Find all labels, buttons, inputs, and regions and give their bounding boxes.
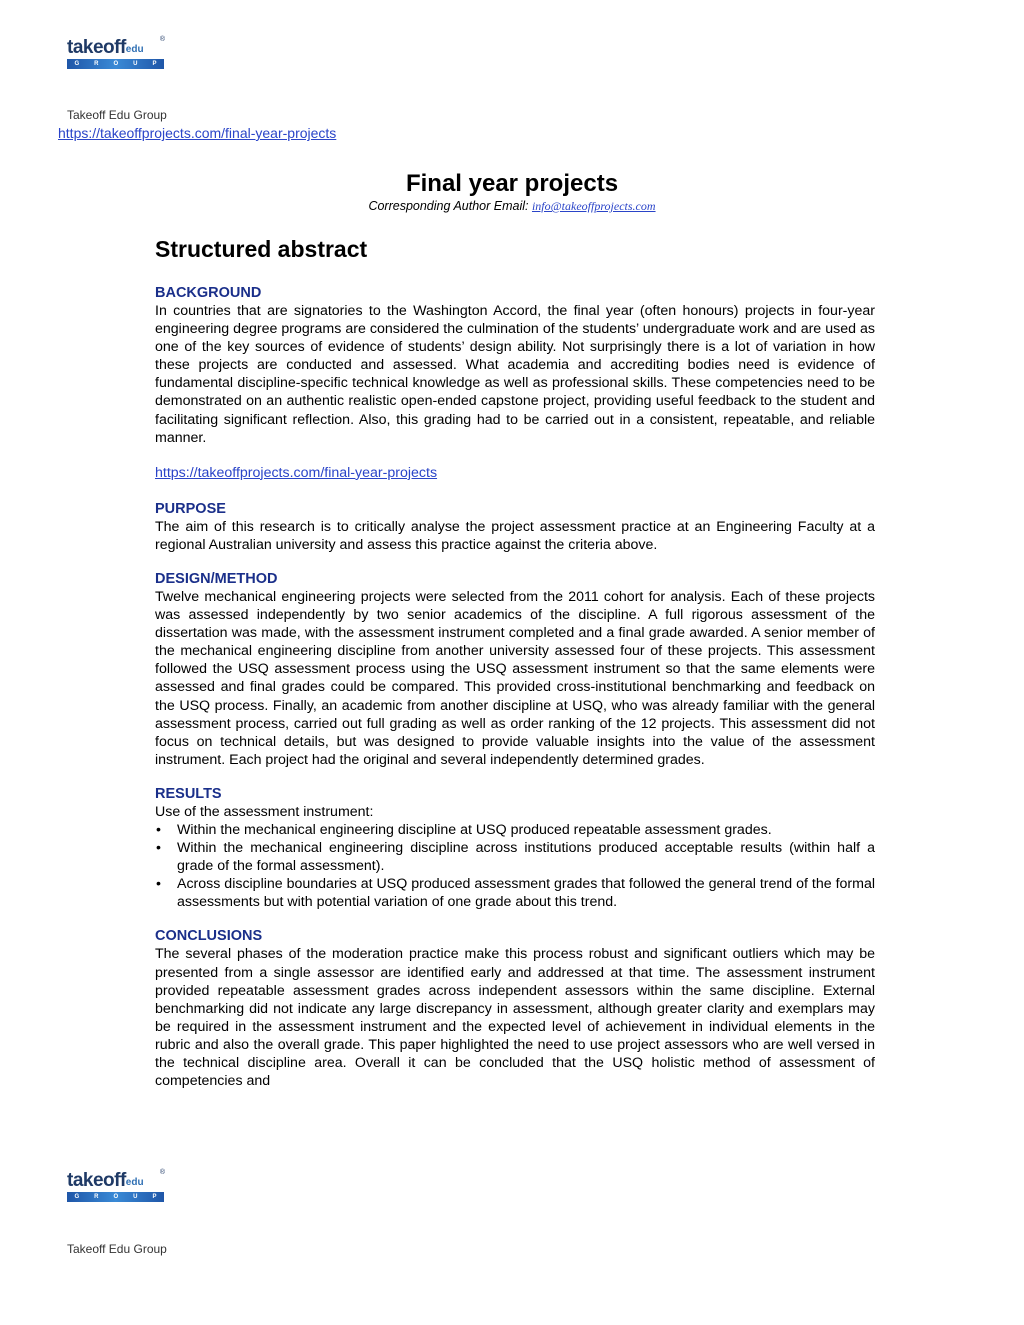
conclusions-heading: CONCLUSIONS [155, 928, 263, 945]
logo-letter: O [113, 61, 119, 67]
logo-letter: U [133, 61, 138, 67]
conclusions-text: The several phases of the moderation practice make this process robust and significant outliers which may be presented from a single assessor are identified early and addressed at that time. The assessment instrument provided repeatable assessment grades across independent assessors within the same discipline. External benchmarking did not indicate any large discrepancy in assessment, although greater clarity and exemplars may be required in the assessment instrument and the expected level of achievement in individual elements in the rubric and also the overall grade. This paper highlighted the need to use project assessors who are well versed in the technical discipline area. Overall it can be concluded that the USQ holistic method of assessment of competencies and [155, 946, 875, 1090]
footer-takeoff-edu-logo [67, 1171, 165, 1203]
list-item: • Within the mechanical engineering discipline at USQ produced repeatable assessment grades. [155, 821, 875, 839]
results-list [155, 821, 875, 911]
logo-letter: R [94, 61, 99, 67]
background-text: In countries that are signatories to the Washington Accord, the final year (often honours) projects in four-year engineering degree programs are considered the culmination of the students’ undergraduate work and are used as one of the key sources of evidence of students’ design ability. Not surprisingly there is a lot of variation in how these projects are conducted and assessed. What academia and accrediting bodies need is evidence of fundamental discipline-specific technical knowledge as well as professional skills. These competencies need to be demonstrated on an authentic realistic open-ended capstone project, providing useful feedback to the student and facilitating significant reflection. Also, this grading had to be carried out in a consistent, repeatable, and reliable manner. [155, 303, 875, 446]
logo-registered-mark: ® [159, 36, 165, 43]
body-link[interactable]: https://takeoffprojects.com/final-year-projects [155, 464, 438, 481]
header-org-name: Takeoff Edu Group [67, 108, 167, 122]
abstract-body [155, 285, 875, 1090]
logo-letter: G [74, 61, 80, 67]
logo-word: takeoff [67, 1170, 126, 1191]
logo-letter: U [133, 1194, 138, 1200]
author-line [0, 199, 1024, 214]
logo-group-bar [67, 1192, 164, 1202]
author-label: Corresponding Author Email: [368, 199, 529, 213]
paper-title: Final year projects [405, 170, 619, 197]
logo-registered-mark: ® [159, 1169, 165, 1176]
logo-letter: G [74, 1194, 80, 1200]
purpose-text: The aim of this research is to critically analyse the project assessment practice at an Engineering Faculty at a regional Australian university and assess this practice against the criteria above. [155, 518, 875, 553]
logo-word: takeoff [67, 37, 126, 58]
design-method-heading: DESIGN/METHOD [155, 570, 278, 587]
takeoff-edu-logo [67, 38, 165, 70]
design-method-text: Twelve mechanical engineering projects were selected from the 2011 cohort for analysis. Each of these projects was assessed independently by two senior academics of the discipline. A full rigorous assessment of the dissertation was made, with the assessment instrument completed and a final grade awarded. A senior member of the mechanical engineering discipline from another university assessed four of these projects. This assessment followed the USQ assessment process using the USQ assessment instrument so that the same elements were assessed and final grades could be compared. This provided cross-institutional benchmarking and feedback on the USQ process. Finally, an academic from another discipline at USQ, who was already familiar with the general assessment process, carried out full grading as well as order ranking of the 12 projects. This assessment did not focus on technical details, but was designed to provide valuable insights into the value of the assessment instrument. Each project had the original and several independently determined grades. [155, 588, 875, 768]
list-item: • Across discipline boundaries at USQ produced assessment grades that followed the general trend of the formal assessments but with potential variation of one grade about this trend. [155, 875, 875, 911]
results-heading: RESULTS [155, 785, 222, 802]
header-link[interactable]: https://takeoffprojects.com/final-year-projects [58, 125, 337, 141]
footer-org-name: Takeoff Edu Group [67, 1242, 167, 1256]
logo-letter: O [113, 1194, 119, 1200]
results-intro: Use of the assessment instrument: [155, 803, 374, 820]
author-email-link[interactable]: info@takeoffprojects.com [531, 199, 656, 213]
logo-group-bar [67, 59, 164, 69]
list-item: • Within the mechanical engineering discipline across institutions produced acceptable results (within half a grade of the formal assessment). [155, 839, 875, 875]
logo-letter: P [152, 61, 157, 67]
background-heading: BACKGROUND [155, 285, 262, 301]
section-title: Structured abstract [155, 236, 368, 262]
purpose-heading: PURPOSE [155, 500, 226, 517]
logo-edu: edu [125, 44, 144, 55]
logo-letter: R [94, 1194, 99, 1200]
logo-edu: edu [125, 1177, 144, 1188]
logo-letter: P [152, 1194, 157, 1200]
